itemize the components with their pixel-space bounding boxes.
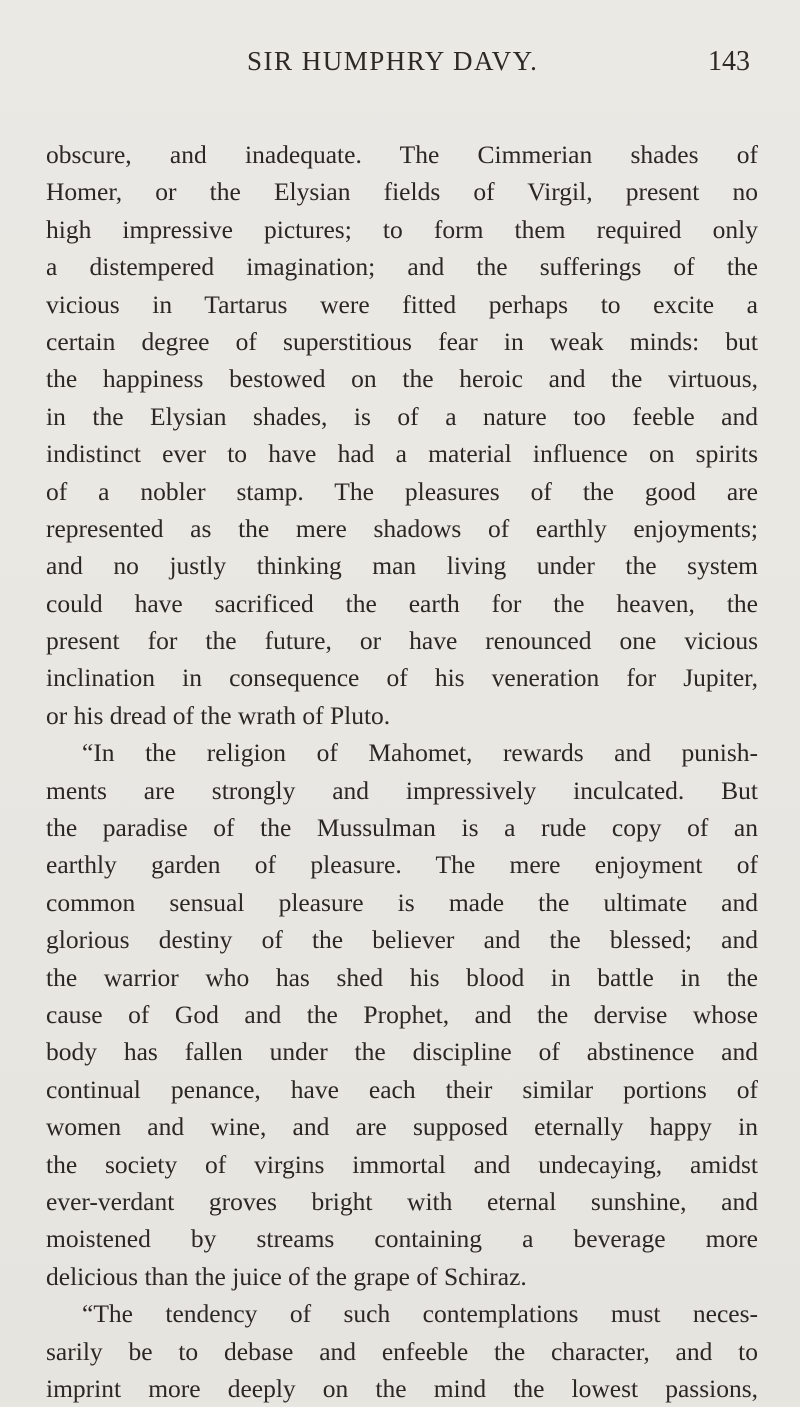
- body-text: [46, 136, 758, 1407]
- text-line: moistened by streams containing a beverage more: [46, 1224, 758, 1254]
- paragraph-end-line: or his dread of the wrath of Pluto.: [46, 700, 391, 730]
- text-line: ever-verdant groves bright with eternal sunshine, and: [46, 1186, 758, 1216]
- text-line: common sensual pleasure is made the ultimate and: [46, 887, 758, 917]
- text-line: certain degree of superstitious fear in weak minds: but: [46, 326, 758, 356]
- text-line: imprint more deeply on the mind the lowest passions,: [46, 1373, 758, 1403]
- text-line: inclination in consequence of his veneration for Jupiter,: [46, 663, 758, 693]
- paragraph-start-line: “In the religion of Mahomet, rewards and punish-: [82, 738, 758, 768]
- text-line: of a nobler stamp. The pleasures of the good are: [46, 476, 758, 506]
- text-line: women and wine, and are supposed eternally happy in: [46, 1112, 758, 1142]
- text-line: body has fallen under the discipline of abstinence and: [46, 1037, 758, 1067]
- running-title: SIR HUMPHRY DAVY.: [247, 46, 539, 76]
- text-line: glorious destiny of the believer and the blessed; and: [46, 925, 758, 955]
- running-head: [0, 46, 800, 86]
- paragraph-end-line: delicious than the juice of the grape of Schiraz.: [46, 1261, 527, 1291]
- text-line: and no justly thinking man living under the system: [46, 551, 758, 581]
- text-line: the paradise of the Mussulman is a rude copy of an: [46, 813, 758, 843]
- text-line: indistinct ever to have had a material influence on spirits: [46, 439, 758, 469]
- text-line: Homer, or the Elysian fields of Virgil, present no: [46, 177, 758, 207]
- text-line: high impressive pictures; to form them required only: [46, 214, 758, 244]
- text-line: the warrior who has shed his blood in battle in the: [46, 962, 758, 992]
- text-line: earthly garden of pleasure. The mere enjoyment of: [46, 850, 758, 880]
- text-line: vicious in Tartarus were fitted perhaps to excite a: [46, 289, 758, 319]
- text-line: a distempered imagination; and the sufferings of the: [46, 252, 758, 282]
- text-line: sarily be to debase and enfeeble the character, and to: [46, 1336, 758, 1366]
- text-line: the society of virgins immortal and undecaying, amidst: [46, 1149, 758, 1179]
- text-line: obscure, and inadequate. The Cimmerian shades of: [46, 140, 758, 169]
- text-line: in the Elysian shades, is of a nature too feeble and: [46, 401, 758, 431]
- text-line: ments are strongly and impressively inculcated. But: [46, 775, 758, 805]
- text-line: could have sacrificed the earth for the heaven, the: [46, 588, 758, 618]
- text-line: cause of God and the Prophet, and the dervise whose: [46, 999, 758, 1029]
- text-line: the happiness bestowed on the heroic and the virtuous,: [46, 364, 758, 394]
- text-line: present for the future, or have renounced one vicious: [46, 626, 758, 656]
- page-number: 143: [708, 46, 750, 77]
- text-line: continual penance, have each their similar portions of: [46, 1074, 758, 1104]
- text-line: represented as the mere shadows of earthly enjoyments;: [46, 513, 758, 543]
- paragraph-start-line: “The tendency of such contemplations must neces-: [82, 1299, 758, 1329]
